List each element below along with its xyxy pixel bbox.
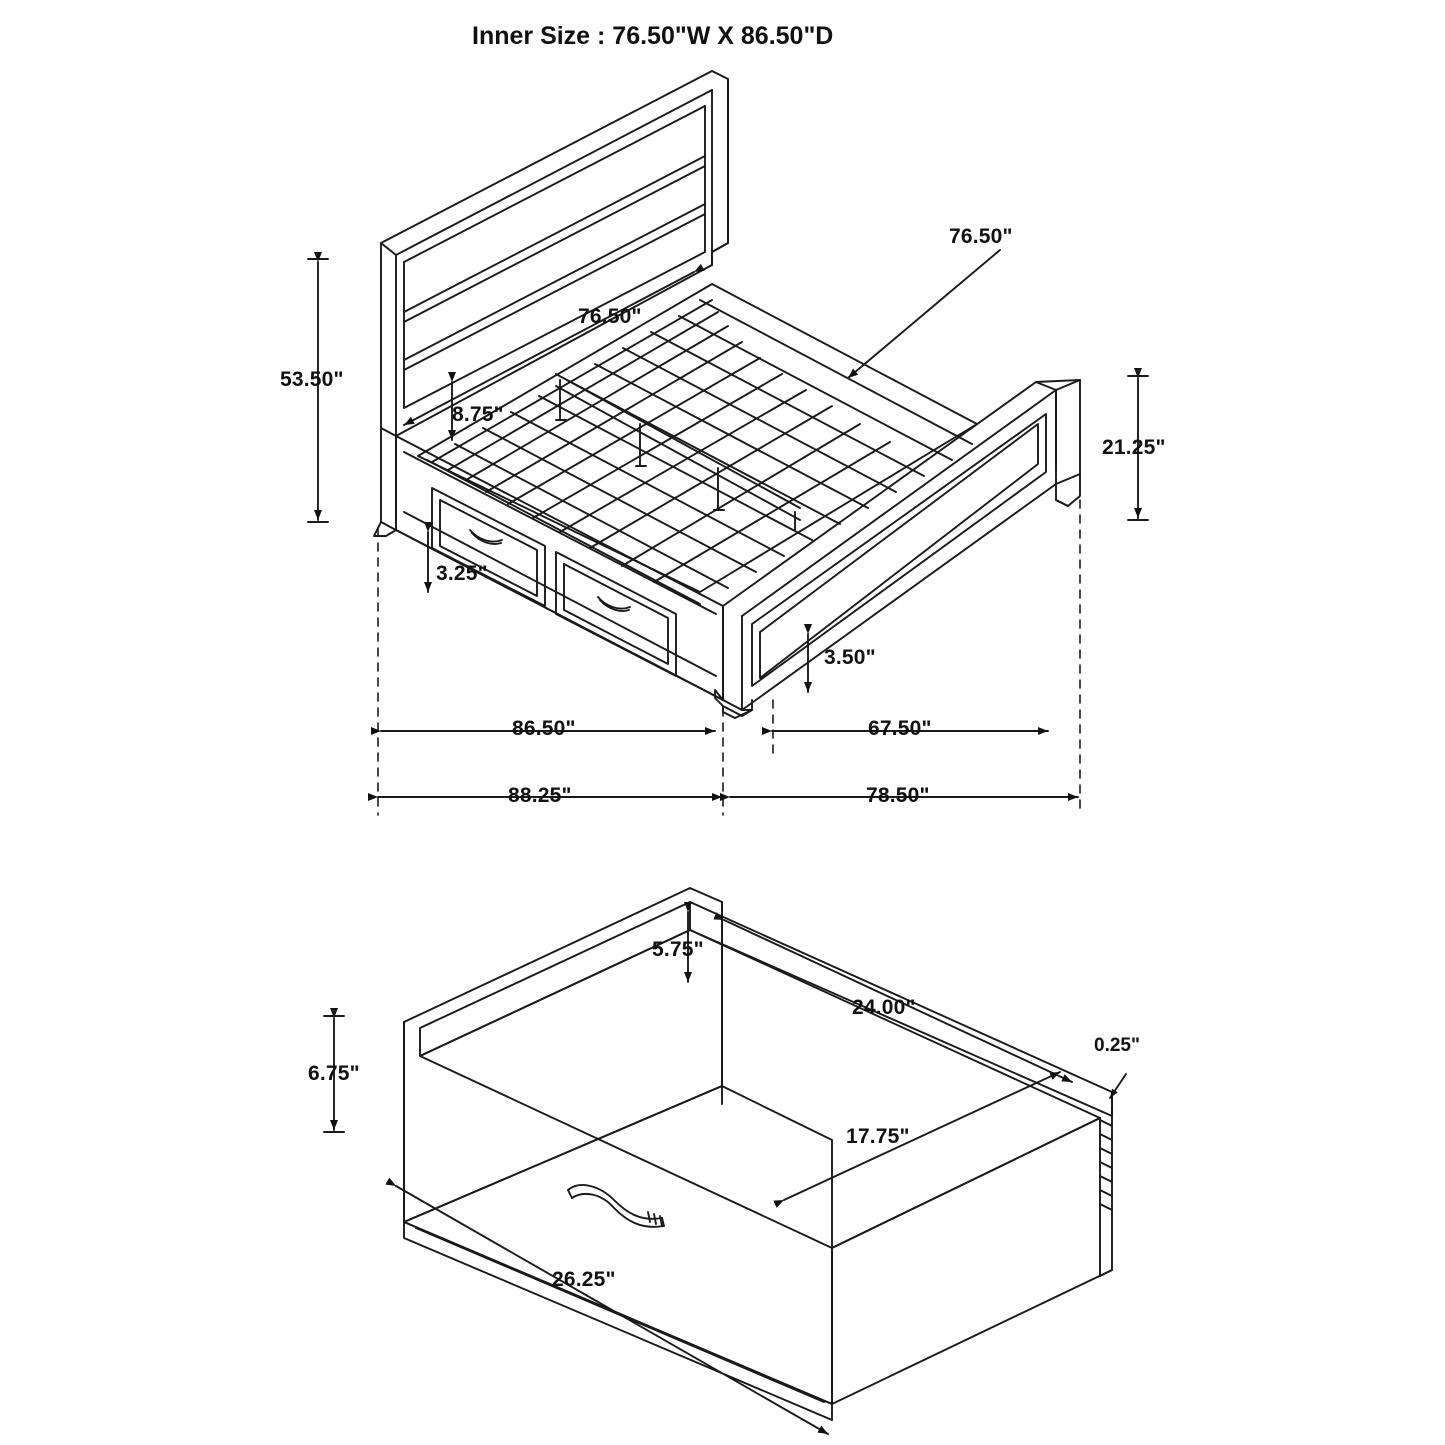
dim-headboard-height: 53.50"	[280, 368, 344, 391]
dim-headboard-inner-width: 76.50"	[578, 305, 642, 328]
dim-drawer-inner-depth: 17.75"	[846, 1125, 910, 1148]
dim-overall-depth: 88.25"	[508, 784, 572, 807]
dim-drawer-clearance: 3.25"	[436, 562, 488, 585]
dim-drawer-outer-height: 6.75"	[308, 1062, 360, 1085]
dim-inner-depth: 86.50"	[512, 717, 576, 740]
dim-footboard-width: 67.50"	[868, 717, 932, 740]
dim-drawer-outer-width: 26.25"	[552, 1268, 616, 1291]
page-title: Inner Size : 76.50"W X 86.50"D	[472, 22, 834, 50]
dim-floor-clearance: 3.50"	[824, 646, 876, 669]
dim-slat-deck-width: 76.50"	[949, 225, 1013, 248]
dim-drawer-inner-width: 24.00"	[852, 996, 916, 1019]
dim-drawer-inner-height: 5.75"	[652, 938, 704, 961]
dim-rail-to-slat-height: 8.75"	[452, 403, 504, 426]
dim-footboard-height: 21.25"	[1102, 436, 1166, 459]
dim-overall-width: 78.50"	[866, 784, 930, 807]
dim-drawer-panel-thickness: 0.25"	[1094, 1035, 1140, 1056]
